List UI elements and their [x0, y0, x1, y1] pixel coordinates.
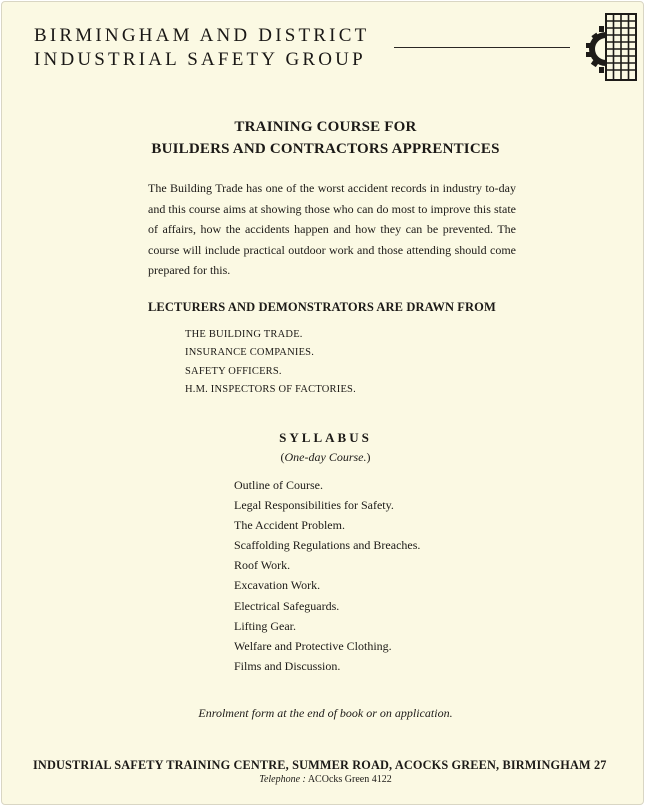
course-title-line-2: BUILDERS AND CONTRACTORS APPRENTICES: [151, 141, 500, 157]
list-item: H.M. INSPECTORS OF FACTORIES.: [185, 383, 356, 395]
telephone-label: Telephone :: [259, 774, 306, 785]
list-item: Roof Work.: [234, 558, 291, 573]
syllabus-list: [234, 475, 420, 676]
gear-grid-emblem-icon: [584, 12, 638, 82]
org-header: [34, 24, 369, 72]
list-item: Scaffolding Regulations and Breaches.: [234, 538, 421, 553]
footer-address: INDUSTRIAL SAFETY TRAINING CENTRE, SUMMER ROAD, ACOCKS GREEN, BIRMINGHAM 27: [33, 758, 607, 772]
header-rule: [394, 47, 570, 48]
syllabus-subtitle-text: One-day Course.: [284, 450, 367, 464]
footer-telephone: [2, 774, 647, 785]
list-item: Excavation Work.: [234, 578, 321, 593]
course-intro-paragraph: The Building Trade has one of the worst accident records in industry to-day and this course aims at showing those who can do most to improve this state of affairs, how the accidents happen and how they can be prevented. The course will include practical outdoor work and those attending should come prepared for this.: [148, 181, 516, 277]
list-item: THE BUILDING TRADE.: [185, 329, 303, 340]
list-item: Welfare and Protective Clothing.: [234, 638, 392, 653]
lecturers-heading: LECTURERS AND DEMONSTRATORS ARE DRAWN FROM: [148, 300, 496, 314]
document-page: [1, 1, 644, 805]
list-item: Lifting Gear.: [234, 618, 296, 633]
syllabus-heading: SYLLABUS: [279, 430, 372, 445]
telephone-number: ACOcks Green 4122: [307, 774, 392, 785]
enrolment-note: Enrolment form at the end of book or on application.: [198, 706, 453, 720]
list-item: Outline of Course.: [234, 478, 323, 492]
list-item: INSURANCE COMPANIES.: [185, 347, 315, 359]
list-item: The Accident Problem.: [234, 518, 345, 533]
syllabus-subtitle: (One-day Course.): [280, 450, 371, 464]
org-name-line-1: BIRMINGHAM AND DISTRICT: [34, 25, 370, 46]
list-item: Electrical Safeguards.: [234, 598, 340, 613]
lecturers-list: [185, 326, 356, 399]
org-name-line-2: INDUSTRIAL SAFETY GROUP: [34, 49, 366, 70]
course-title-line-1: TRAINING COURSE FOR: [234, 119, 417, 135]
list-item: Films and Discussion.: [234, 658, 341, 673]
list-item: Legal Responsibilities for Safety.: [234, 498, 394, 513]
list-item: SAFETY OFFICERS.: [185, 365, 282, 377]
